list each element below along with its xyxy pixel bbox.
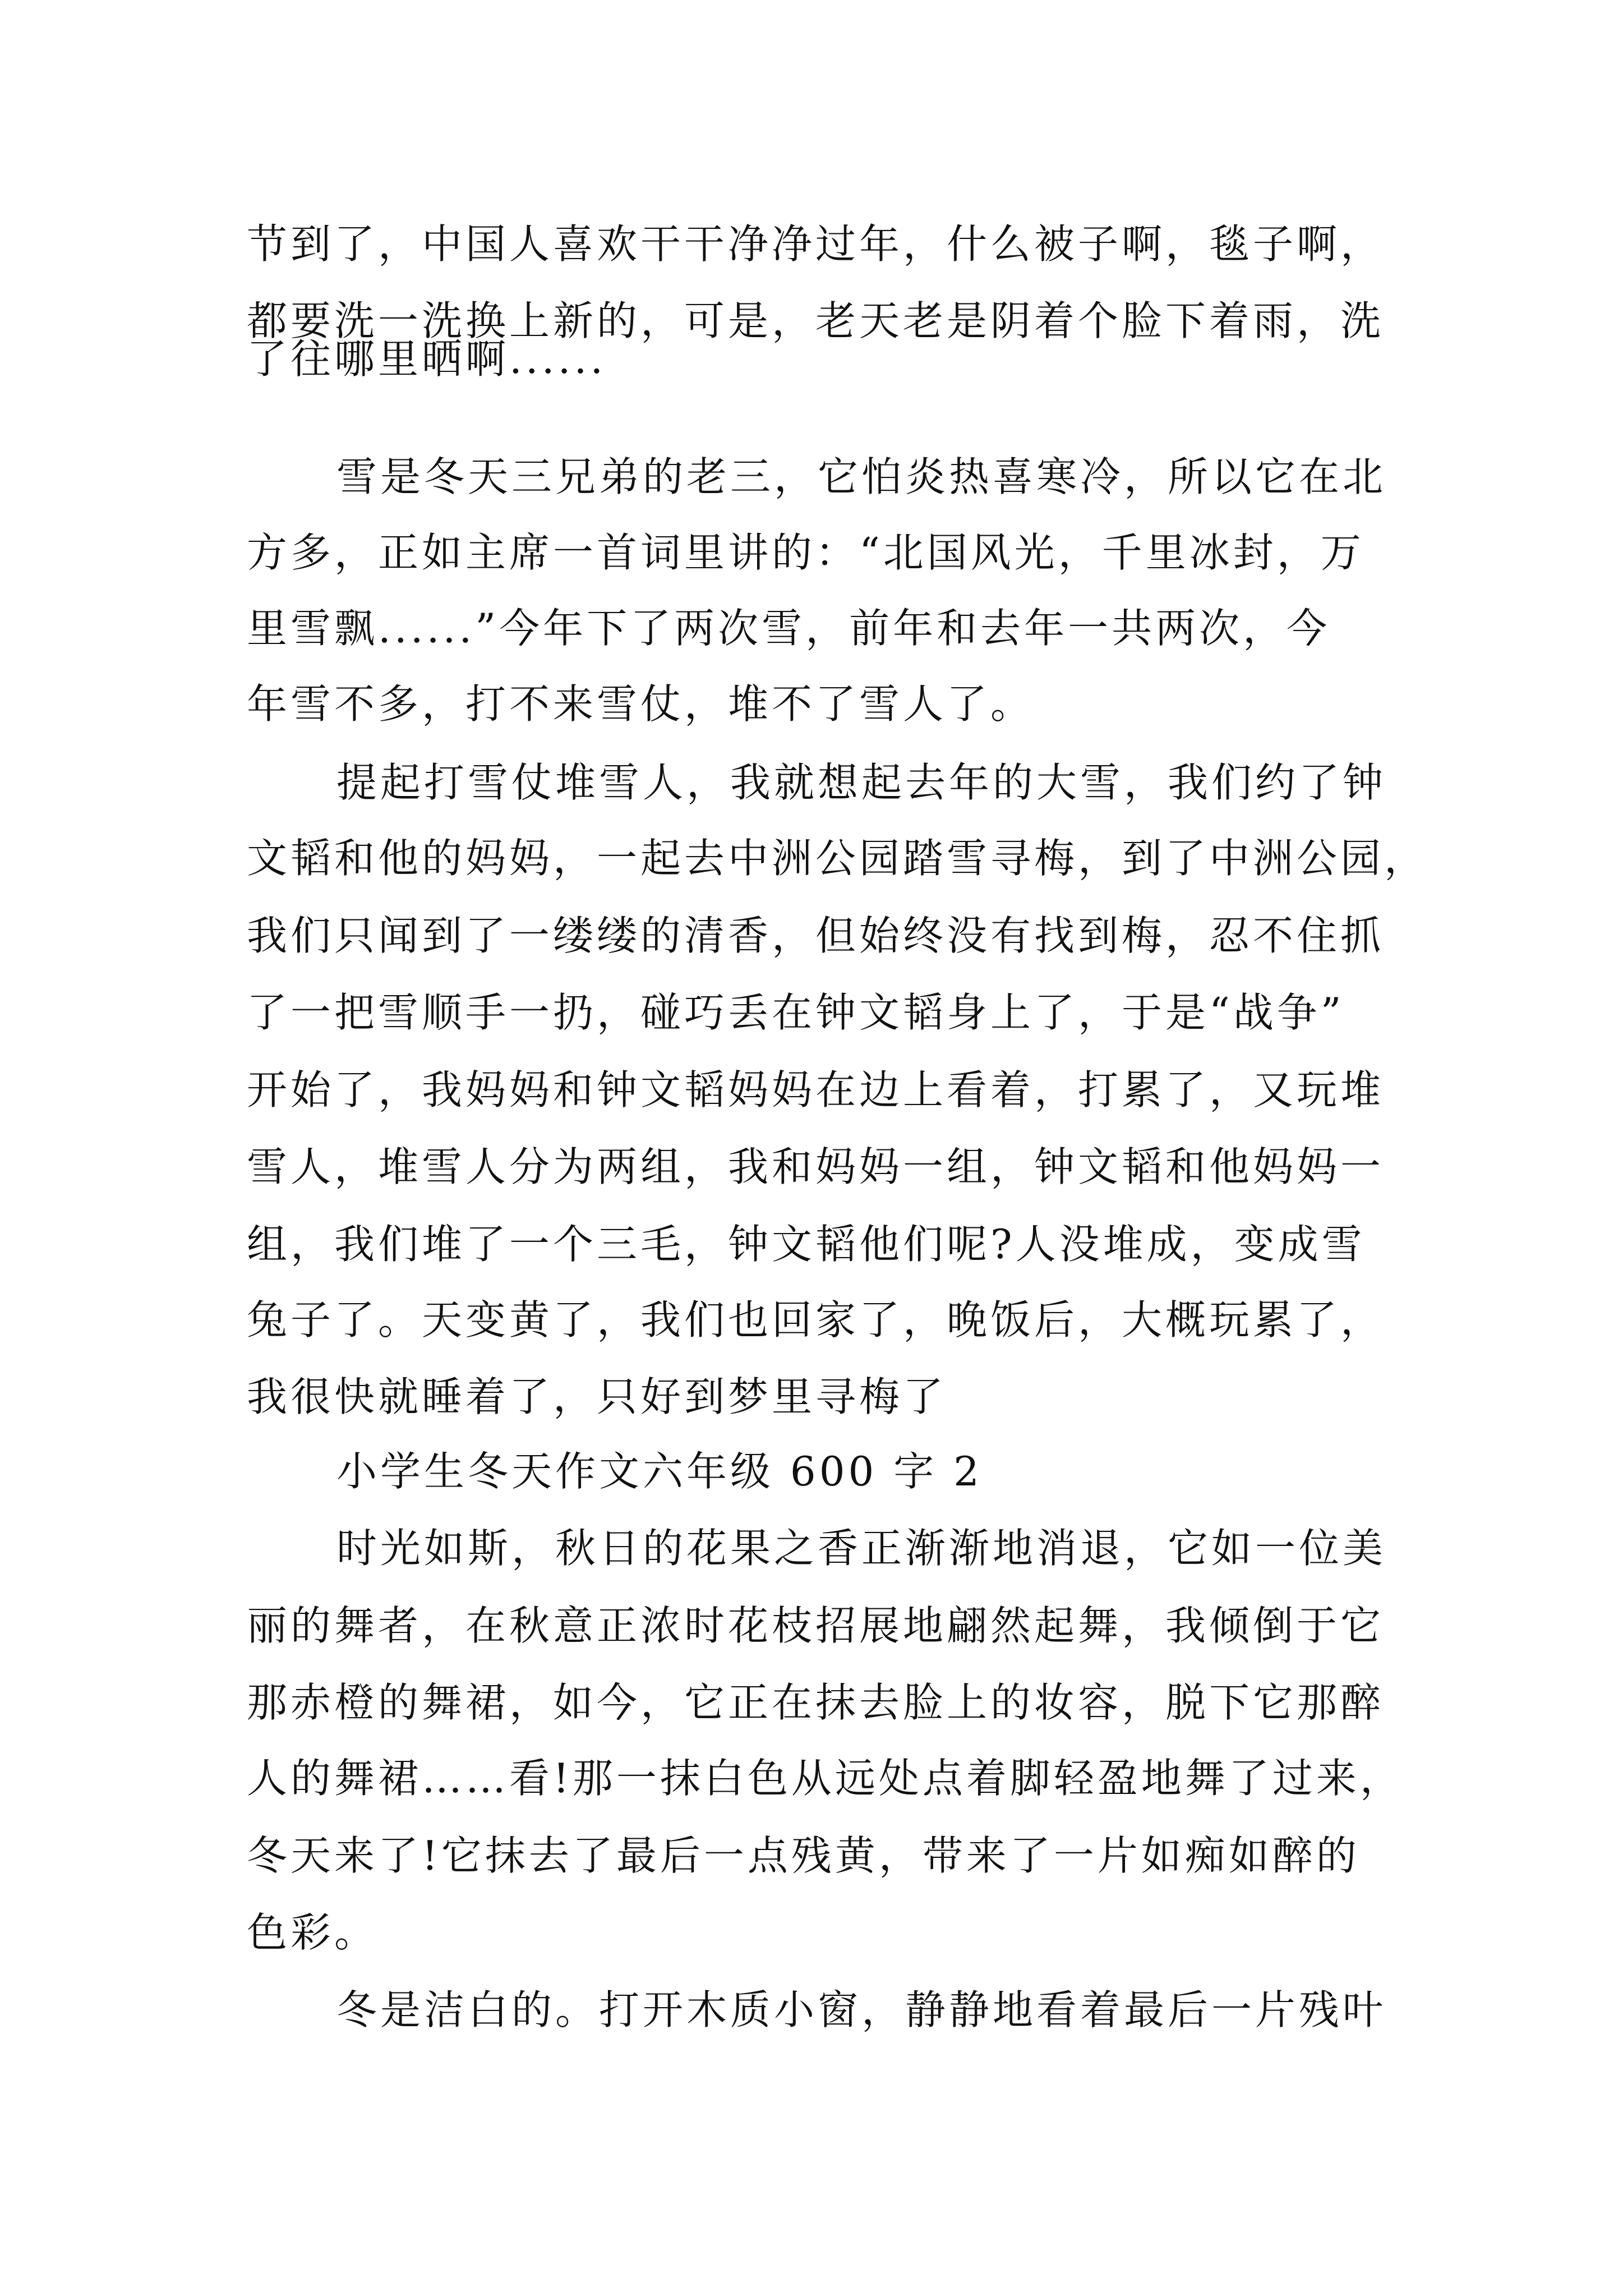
text-line: 雪是冬天三兄弟的老三，它怕炎热喜寒冷，所以它在北 [336, 453, 1387, 500]
text-line: 节到了，中国人喜欢干干净净过年，什么被子啊，毯子啊， [247, 220, 1385, 268]
text-line: 时光如斯，秋日的花果之香正渐渐地消退，它如一位美 [336, 1525, 1387, 1572]
text-line: 了往哪里晒啊...... [247, 335, 607, 383]
text-line: 色彩。 [247, 1909, 379, 1956]
text-line: 开始了，我妈妈和钟文韬妈妈在边上看着，打累了，又玩堆 [247, 1066, 1385, 1114]
text-line: 方多，正如主席一首词里讲的：“北国风光，千里冰封，万 [247, 529, 1364, 576]
text-line: 都要洗一洗换上新的，可是，老天老是阴着个脸下着雨，洗 [247, 297, 1385, 344]
text-line: 冬是洁白的。打开木质小窗，静静地看着最后一片残叶 [336, 1986, 1387, 2033]
text-line: 文韬和他的妈妈，一起去中洲公园踏雪寻梅，到了中洲公园， [247, 835, 1428, 882]
text-line: 组，我们堆了一个三毛，钟文韬他们呢?人没堆成，变成雪 [247, 1221, 1366, 1268]
text-line: 我很快就睡着了，只好到梦里寻梅了 [247, 1373, 947, 1420]
text-line: 我们只闻到了一缕缕的清香，但始终没有找到梅，忍不住抓 [247, 912, 1385, 959]
text-line: 里雪飘......”今年下了两次雪，前年和去年一共两次，今 [247, 605, 1331, 652]
section-heading: 小学生冬天作文六年级 600 字 2 [336, 1448, 983, 1495]
text-line: 了一把雪顺手一扔，碰巧丢在钟文韬身上了，于是“战争” [247, 989, 1345, 1036]
text-line: 年雪不多，打不来雪仗，堆不了雪人了。 [247, 680, 1035, 728]
text-line: 丽的舞者，在秋意正浓时花枝招展地翩然起舞，我倾倒于它 [247, 1602, 1385, 1649]
text-line: 那赤橙的舞裙，如今，它正在抹去脸上的妆容，脱下它那醉 [247, 1679, 1385, 1726]
text-line: 雪人，堆雪人分为两组，我和妈妈一组，钟文韬和他妈妈一 [247, 1143, 1385, 1190]
text-line: 冬天来了!它抹去了最后一点残黄，带来了一片如痴如醉的 [247, 1832, 1360, 1879]
text-line: 兔子了。天变黄了，我们也回家了，晚饭后，大概玩累了， [247, 1296, 1385, 1343]
text-line: 人的舞裙……看!那一抹白色从远处点着脚轻盈地舞了过来， [247, 1755, 1404, 1802]
text-line: 提起打雪仗堆雪人，我就想起去年的大雪，我们约了钟 [336, 759, 1387, 806]
